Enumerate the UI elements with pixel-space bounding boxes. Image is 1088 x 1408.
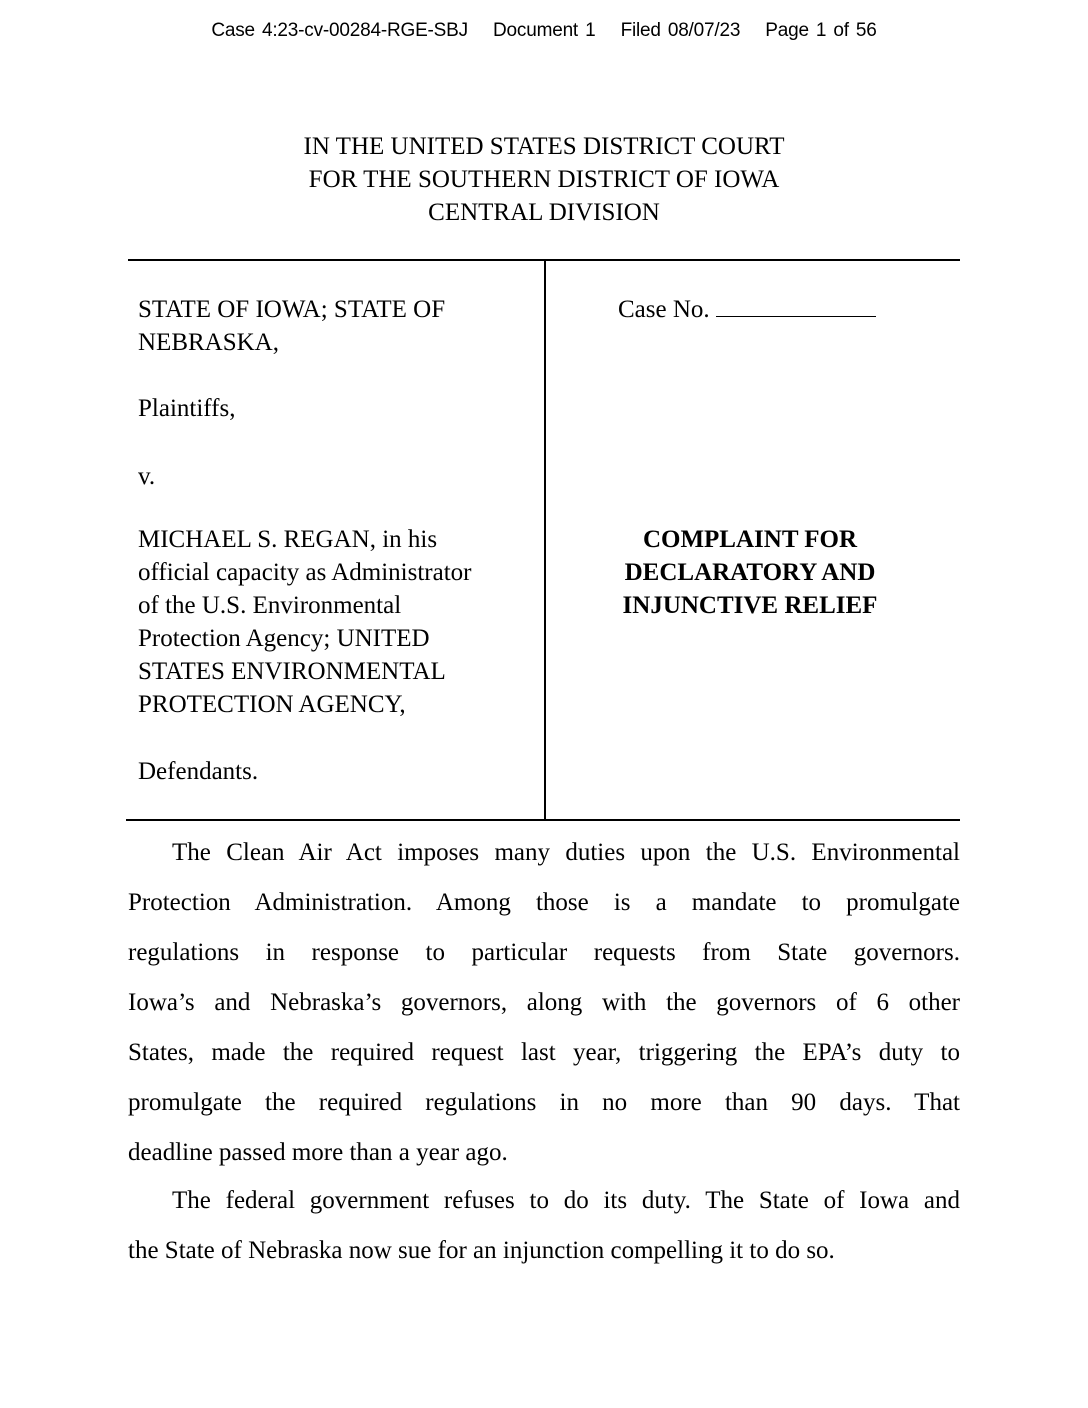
page-count: Page 1 of 56	[765, 20, 877, 41]
defendants-label: Defendants.	[138, 758, 259, 785]
paragraph-line: deadline passed more than a year ago.	[128, 1139, 508, 1166]
defendants-name-line: MICHAEL S. REGAN, in his	[138, 526, 438, 553]
caption-divider	[544, 260, 546, 820]
plaintiffs-names	[138, 293, 445, 359]
paragraph-1	[128, 828, 960, 1178]
court-line-2: FOR THE SOUTHERN DISTRICT OF IOWA	[308, 166, 780, 193]
defendants-name-line: official capacity as Administrator	[138, 559, 472, 586]
paragraph-2	[128, 1176, 960, 1276]
case-no-label: Case No.	[618, 296, 710, 323]
defendants-name-line: Protection Agency; UNITED	[138, 625, 430, 652]
document-title-line: DECLARATORY AND	[624, 559, 876, 586]
court-line-1: IN THE UNITED STATES DISTRICT COURT	[303, 133, 785, 160]
defendants-name-line: STATES ENVIRONMENTAL	[138, 658, 446, 685]
paragraph-line: Iowa’s and Nebraska’s governors, along with the governors of 6 other	[128, 989, 960, 1016]
document-title-line: COMPLAINT FOR	[642, 526, 858, 553]
defendants-names	[138, 523, 471, 721]
defendants-name-line: of the U.S. Environmental	[138, 592, 402, 619]
case-no-blank	[716, 294, 876, 317]
document-number: Document 1	[493, 20, 596, 41]
versus: v.	[138, 463, 156, 490]
paragraph-line: The federal government refuses to do its duty. The State of Iowa and	[172, 1187, 960, 1214]
document-title-line: INJUNCTIVE RELIEF	[622, 592, 878, 619]
paragraph-line: promulgate the required regulations in no more than 90 days. That	[128, 1089, 960, 1116]
filed-date: Filed 08/07/23	[620, 20, 741, 41]
paragraph-line: States, made the required request last year, triggering the EPA’s duty to	[128, 1039, 960, 1066]
caption-bottom-rule	[126, 819, 960, 821]
ecf-header	[0, 20, 1088, 42]
plaintiffs-name-line: STATE OF IOWA; STATE OF	[138, 296, 446, 323]
court-heading	[0, 130, 1088, 229]
plaintiffs-label: Plaintiffs,	[138, 395, 236, 422]
paragraph-line: regulations in response to particular requests from State governors.	[128, 939, 960, 966]
paragraph-line: Protection Administration. Among those is a mandate to promulgate	[128, 889, 960, 916]
case-number-field	[618, 293, 876, 326]
plaintiffs-name-line: NEBRASKA,	[138, 329, 279, 356]
case-number: Case 4:23-cv-00284-RGE-SBJ	[211, 20, 468, 41]
defendants-name-line: PROTECTION AGENCY,	[138, 691, 406, 718]
paragraph-line: the State of Nebraska now sue for an injunction compelling it to do so.	[128, 1237, 835, 1264]
court-line-3: CENTRAL DIVISION	[428, 199, 660, 226]
paragraph-line: The Clean Air Act imposes many duties upon the U.S. Environmental	[172, 839, 960, 866]
document-title	[570, 523, 930, 622]
